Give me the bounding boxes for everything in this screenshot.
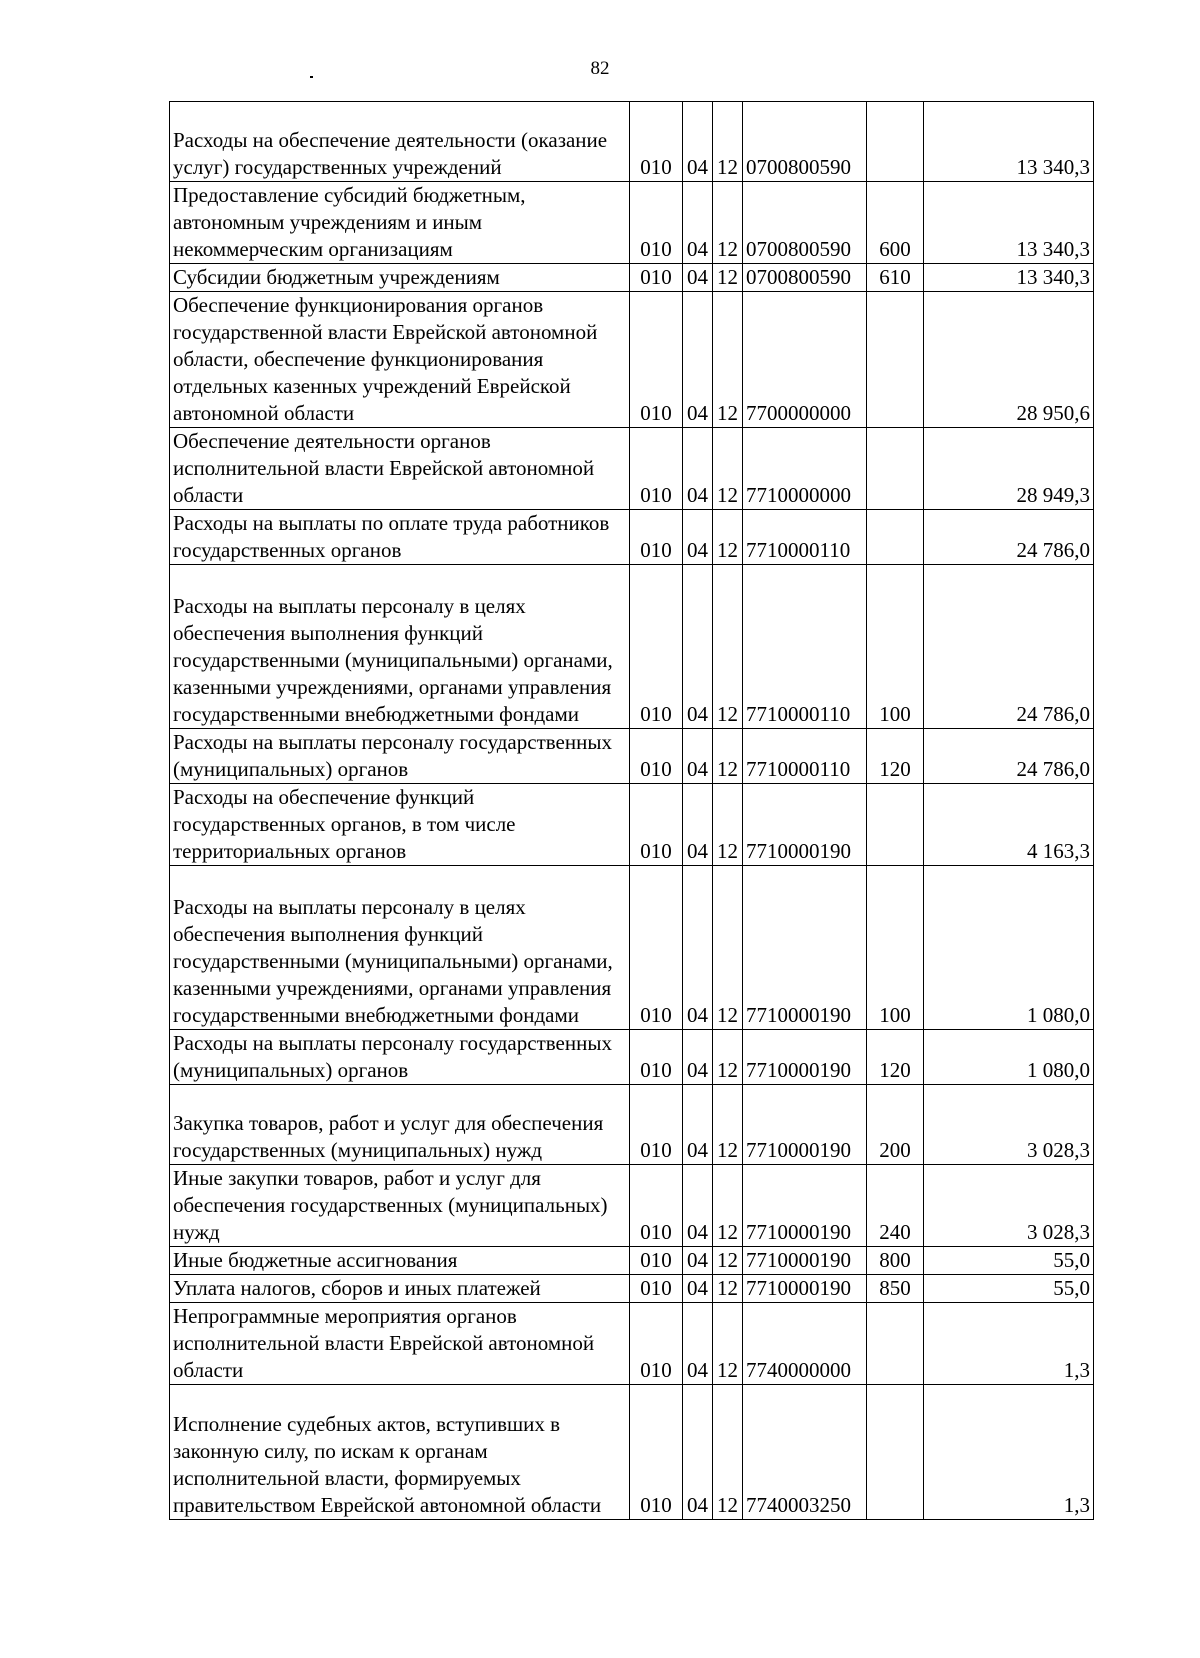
expense-type-code <box>867 102 924 182</box>
ministry-code: 010 <box>630 729 683 784</box>
table-row <box>170 510 1094 565</box>
expense-type-code <box>867 292 924 428</box>
target-article-code: 7740000000 <box>743 1303 867 1385</box>
target-article-code: 7710000190 <box>743 784 867 866</box>
section-code: 04 <box>683 1247 713 1275</box>
expense-name: Расходы на выплаты персоналу в целях обеспечения выполнения функций государственными (муниципальными) органами, казенными учреждениями, органами управления государственными внебюджетными фондами <box>170 866 630 1030</box>
expense-type-code: 200 <box>867 1085 924 1165</box>
subsection-code: 12 <box>713 1303 743 1385</box>
section-code: 04 <box>683 1030 713 1085</box>
subsection-code: 12 <box>713 182 743 264</box>
subsection-code: 12 <box>713 1165 743 1247</box>
expense-name: Расходы на выплаты персоналу в целях обеспечения выполнения функций государственными (муниципальными) органами, казенными учреждениями, органами управления государственными внебюджетными фондами <box>170 565 630 729</box>
expense-type-code <box>867 510 924 565</box>
ministry-code: 010 <box>630 1275 683 1303</box>
section-code: 04 <box>683 102 713 182</box>
amount: 13 340,3 <box>924 182 1094 264</box>
expense-type-code: 100 <box>867 866 924 1030</box>
table-row <box>170 264 1094 292</box>
ministry-code: 010 <box>630 1085 683 1165</box>
table-row <box>170 565 1094 729</box>
scan-speck <box>310 76 313 78</box>
amount: 1,3 <box>924 1303 1094 1385</box>
ministry-code: 010 <box>630 264 683 292</box>
section-code: 04 <box>683 1085 713 1165</box>
expense-name: Непрограммные мероприятия органов исполнительной власти Еврейской автономной области <box>170 1303 630 1385</box>
section-code: 04 <box>683 1165 713 1247</box>
target-article-code: 7710000110 <box>743 729 867 784</box>
table-row <box>170 1165 1094 1247</box>
table-row <box>170 1385 1094 1520</box>
section-code: 04 <box>683 1275 713 1303</box>
target-article-code: 7700000000 <box>743 292 867 428</box>
ministry-code: 010 <box>630 565 683 729</box>
expense-name: Обеспечение деятельности органов исполнительной власти Еврейской автономной области <box>170 428 630 510</box>
expense-name: Расходы на выплаты персоналу государственных (муниципальных) органов <box>170 729 630 784</box>
expense-type-code: 600 <box>867 182 924 264</box>
ministry-code: 010 <box>630 510 683 565</box>
subsection-code: 12 <box>713 1085 743 1165</box>
expense-type-code: 800 <box>867 1247 924 1275</box>
table-row <box>170 729 1094 784</box>
expense-type-code <box>867 1303 924 1385</box>
ministry-code: 010 <box>630 1303 683 1385</box>
section-code: 04 <box>683 866 713 1030</box>
expense-name: Предоставление субсидий бюджетным, автономным учреждениям и иным некоммерческим организациям <box>170 182 630 264</box>
ministry-code: 010 <box>630 1165 683 1247</box>
section-code: 04 <box>683 1385 713 1520</box>
expense-type-code: 850 <box>867 1275 924 1303</box>
amount: 24 786,0 <box>924 510 1094 565</box>
amount: 13 340,3 <box>924 264 1094 292</box>
amount: 24 786,0 <box>924 729 1094 784</box>
expense-type-code <box>867 784 924 866</box>
target-article-code: 7710000190 <box>743 866 867 1030</box>
expense-type-code <box>867 1385 924 1520</box>
target-article-code: 7710000190 <box>743 1275 867 1303</box>
target-article-code: 7710000110 <box>743 510 867 565</box>
section-code: 04 <box>683 784 713 866</box>
table-row <box>170 1030 1094 1085</box>
ministry-code: 010 <box>630 1247 683 1275</box>
expense-type-code: 100 <box>867 565 924 729</box>
expense-type-code: 610 <box>867 264 924 292</box>
subsection-code: 12 <box>713 1247 743 1275</box>
subsection-code: 12 <box>713 784 743 866</box>
ministry-code: 010 <box>630 1385 683 1520</box>
table-row <box>170 1303 1094 1385</box>
expense-type-code: 240 <box>867 1165 924 1247</box>
ministry-code: 010 <box>630 292 683 428</box>
expense-name: Субсидии бюджетным учреждениям <box>170 264 630 292</box>
expense-name: Уплата налогов, сборов и иных платежей <box>170 1275 630 1303</box>
amount: 55,0 <box>924 1247 1094 1275</box>
page-number: 82 <box>590 58 610 79</box>
amount: 55,0 <box>924 1275 1094 1303</box>
amount: 1 080,0 <box>924 866 1094 1030</box>
expense-name: Обеспечение функционирования органов государственной власти Еврейской автономной области, обеспечение функционирования отдельных казенных учреждений Еврейской автономной области <box>170 292 630 428</box>
budget-table <box>169 101 1094 1520</box>
expense-type-code: 120 <box>867 1030 924 1085</box>
subsection-code: 12 <box>713 1030 743 1085</box>
target-article-code: 0700800590 <box>743 182 867 264</box>
target-article-code: 7710000190 <box>743 1247 867 1275</box>
ministry-code: 010 <box>630 1030 683 1085</box>
expense-type-code: 120 <box>867 729 924 784</box>
amount: 4 163,3 <box>924 784 1094 866</box>
ministry-code: 010 <box>630 182 683 264</box>
target-article-code: 0700800590 <box>743 102 867 182</box>
expense-name: Расходы на обеспечение функций государственных органов, в том числе территориальных органов <box>170 784 630 866</box>
subsection-code: 12 <box>713 264 743 292</box>
amount: 1 080,0 <box>924 1030 1094 1085</box>
section-code: 04 <box>683 292 713 428</box>
table-row <box>170 102 1094 182</box>
target-article-code: 7710000000 <box>743 428 867 510</box>
section-code: 04 <box>683 428 713 510</box>
subsection-code: 12 <box>713 565 743 729</box>
target-article-code: 7710000190 <box>743 1030 867 1085</box>
ministry-code: 010 <box>630 428 683 510</box>
target-article-code: 7710000110 <box>743 565 867 729</box>
expense-name: Иные бюджетные ассигнования <box>170 1247 630 1275</box>
amount: 28 949,3 <box>924 428 1094 510</box>
section-code: 04 <box>683 182 713 264</box>
amount: 3 028,3 <box>924 1165 1094 1247</box>
expense-name: Исполнение судебных актов, вступивших в законную силу, по искам к органам исполнительной власти, формируемых правительством Еврейской автономной области <box>170 1385 630 1520</box>
subsection-code: 12 <box>713 866 743 1030</box>
table-row <box>170 428 1094 510</box>
table-row <box>170 292 1094 428</box>
target-article-code: 7710000190 <box>743 1165 867 1247</box>
table-row <box>170 1275 1094 1303</box>
amount: 1,3 <box>924 1385 1094 1520</box>
ministry-code: 010 <box>630 102 683 182</box>
table-row <box>170 182 1094 264</box>
section-code: 04 <box>683 264 713 292</box>
section-code: 04 <box>683 510 713 565</box>
expense-type-code <box>867 428 924 510</box>
subsection-code: 12 <box>713 510 743 565</box>
subsection-code: 12 <box>713 729 743 784</box>
subsection-code: 12 <box>713 292 743 428</box>
expense-name: Расходы на обеспечение деятельности (оказание услуг) государственных учреждений <box>170 102 630 182</box>
table-row <box>170 1085 1094 1165</box>
target-article-code: 0700800590 <box>743 264 867 292</box>
subsection-code: 12 <box>713 428 743 510</box>
ministry-code: 010 <box>630 784 683 866</box>
target-article-code: 7740003250 <box>743 1385 867 1520</box>
expense-name: Расходы на выплаты по оплате труда работников государственных органов <box>170 510 630 565</box>
amount: 28 950,6 <box>924 292 1094 428</box>
amount: 3 028,3 <box>924 1085 1094 1165</box>
amount: 13 340,3 <box>924 102 1094 182</box>
table-row <box>170 784 1094 866</box>
ministry-code: 010 <box>630 866 683 1030</box>
section-code: 04 <box>683 1303 713 1385</box>
section-code: 04 <box>683 729 713 784</box>
table-row <box>170 1247 1094 1275</box>
expense-name: Закупка товаров, работ и услуг для обеспечения государственных (муниципальных) нужд <box>170 1085 630 1165</box>
subsection-code: 12 <box>713 102 743 182</box>
subsection-code: 12 <box>713 1275 743 1303</box>
section-code: 04 <box>683 565 713 729</box>
expense-name: Расходы на выплаты персоналу государственных (муниципальных) органов <box>170 1030 630 1085</box>
expense-name: Иные закупки товаров, работ и услуг для обеспечения государственных (муниципальных) нужд <box>170 1165 630 1247</box>
amount: 24 786,0 <box>924 565 1094 729</box>
target-article-code: 7710000190 <box>743 1085 867 1165</box>
table-row <box>170 866 1094 1030</box>
subsection-code: 12 <box>713 1385 743 1520</box>
